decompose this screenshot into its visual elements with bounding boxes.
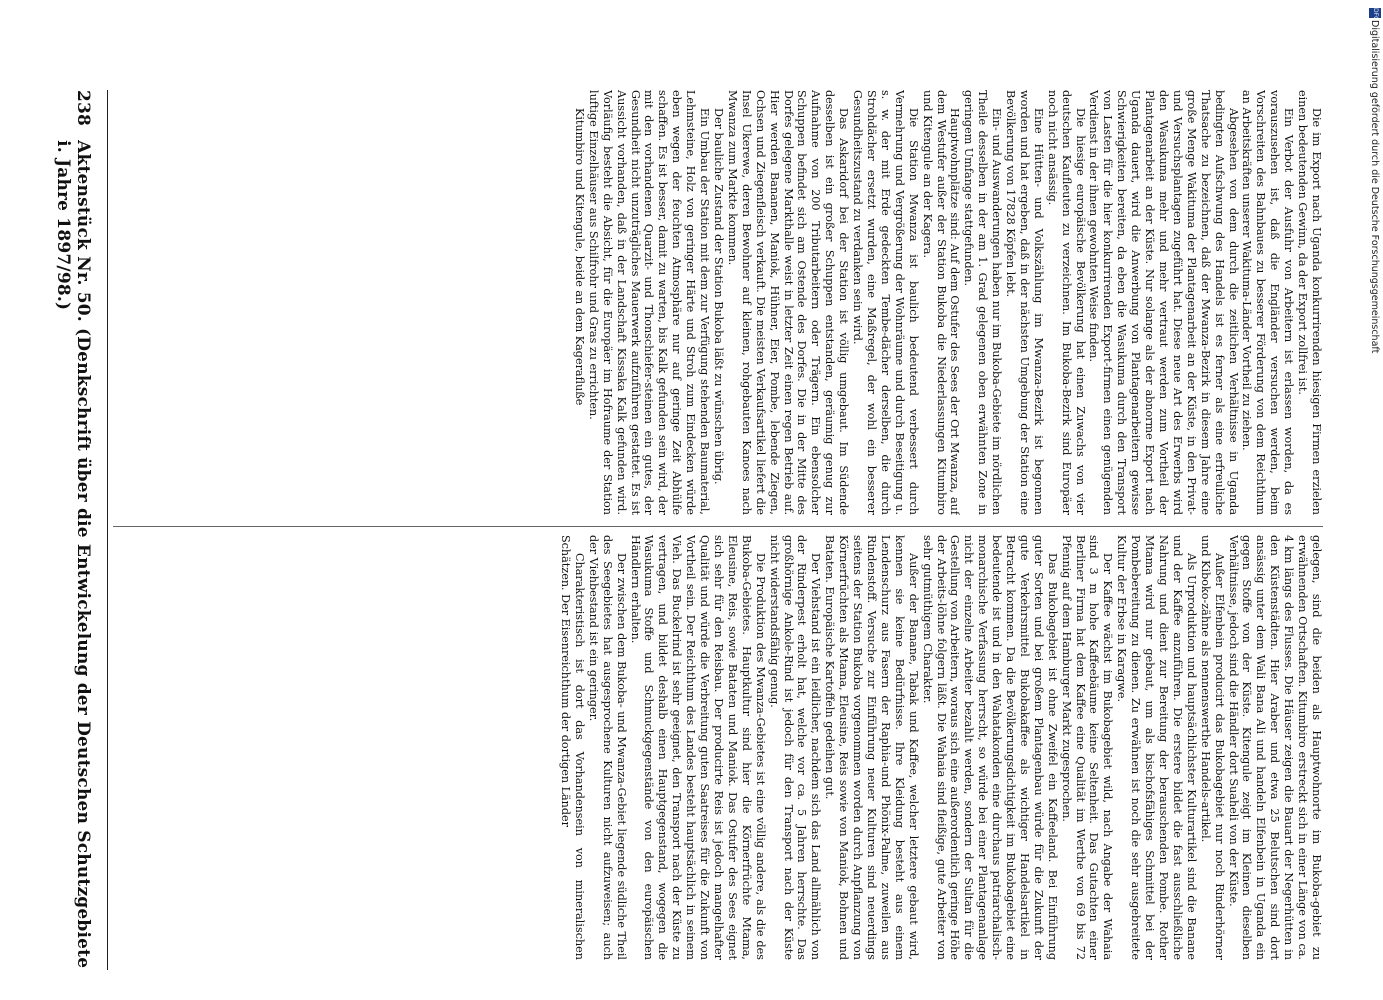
paragraph: gelegen, sind die beiden als Hauptwohnorte im Bukoba-gebiet zu erwähnenden Ortschaften. Kitumbiro erstreckt sich in einer Länge von ca. 4 km längs des Flusses. Die Häuser zeigen die Bauart der Negerhütten in den Küstenstädten. Hier Araber und etwa 25 Belutschen sind dort ansässig unter dem Wali Bana Ali und handeln Elfenbein in Uganda ein gegen Stoffe von der Küste. Kitengule zeigt im Kleinen dieselben Verhältnisse, jedoch sind die Händler dort Suaheli von der Küste. <box>1226 535 1323 960</box>
paragraph: Der Kaffee wächst im Bukobagebiet wild, nach Angabe der Wahaia sind 3 m hohe Kaffeebäume keine Seltenheit. Das Gutachten einer Berliner Firma hat dem Kaffee eine Qualität im Werthe von 69 bis 72 Pfennig auf dem Hamburger Markt zugesprochen. <box>1059 535 1115 960</box>
paragraph: Eine Hütten- und Volkszählung im Mwanza-Bezirk ist begonnen worden und hat ergeben, daß in der nächsten Umgebung der Station eine Bevölkerung von 17828 Köpfen lebt. <box>1004 90 1045 515</box>
paragraph: Der bauliche Zustand der Station Bukoba läßt zu wünschen übrig. <box>712 108 726 485</box>
column-divider <box>113 526 1323 527</box>
paragraph: Das Askaridorf bei der Station ist völlig umgebaut. Im Südende desselben ist ein großer Schuppen entstanden, geräumig genug zur Aufnahme von 200 Tributarbeitern oder Trägern. Ein ebensolcher Schuppen befindet sich am Ostende des Dorfes. Die in der Mitte des Dorfes gelegene Markthalle weist in letzter Zeit einen regen Betrieb auf. Hier werden Bananen, Maniok, Hühner, Eier, Pombe, lebende Ziegen, Ochsen und Ziegenfleisch verkauft. Die meisten Verkaufsartikel liefert die Insel Ukerewe, deren Bewohner auf kleinen, rohgebauten Kanoes nach Mwanza zum Markte kommen. <box>725 90 851 515</box>
paragraph: Abgesehen von dem durch die zeitlichen Verhältnisse in Uganda bedingten Aufschwung des Handels ist es ferner als eine erfreuliche Thatsache zu bezeichnen, daß der Mwanza-Bezirk in diesem Jahre eine große Menge Wakituma der Plantagenarbeit an der Küste, in den Privat- und Versuchsplantagen zugeführt hat. Diese neue Art des Erwerbs wird den Wasukuma mehr und mehr vertraut werden zum Vortheil der Plantagenarbeit an der Küste. Nur solange als der abnorme Export nach Uganda dauert, wird die Anwerbung von Plantagenarbeitern gewisse Schwierigkeiten bereiten, da eben die Wasukuma durch den Transport von Lasten für die hier konkurrirenden Export-firmen einen genügenden Verdienst in der ihnen gewohnten Weise finden. <box>1087 90 1240 515</box>
paragraph: Außer der Banane, Tabak und Kaffee, welcher letztere gebaut wird, kennen sie keine Bedürfnisse. Ihre Kleidung besteht aus einem Lendenschurz aus Fasern der Raphia-und Phönix-Palme, zuweilen aus Rindenstoff. Versuche zur Einführung neuer Kulturen sind neuerdings seitens der Station Bukoba vorgenommen worden durch Anpflanzung von Körnerfrüchten als Mtama, Eleusine, Reis sowie von Maniok, Bohnen und Bataten. Europäische Kartoffeln gedeihen gut. <box>823 535 920 960</box>
paragraph: Außer Elfenbein producirt das Bukobagebiet nur noch Rinderhörner und Kiboko-zähne als nennenswerthe Handels-artikel. <box>1198 535 1226 960</box>
paragraph: Der Viehstand ist ein leidlicher, nachdem sich das Land allmählich von der Rinderpest erholt hat, welche vor ca. 5 Jahren herrschte. Das großhörnige Ankole-Rind ist jedoch für den Transport nach der Küste nicht widerstandsfähig genug. <box>767 535 823 960</box>
paragraph: Charakteristisch ist dort das Vorhandensein von mineralischen Schätzen. Der Eisenreichthum der dortigen Länder <box>559 535 586 960</box>
paragraph: Ein Verbot der Ausfuhr von Arbeitern ist erlassen worden, da es vorauszusehen ist, daß die Engländer versuchen werden, beim Vorschreiten des Bahnbaues zu besserer Förderung von dem Reichthum an Arbeitskräften unserer Wakituma-Länder Vortheil zu ziehen. <box>1240 90 1296 515</box>
right-column <box>113 535 1323 960</box>
paragraph: Die hiesige europäische Bevölkerung hat einen Zuwachs von vier deutschen Kaufleuten zu verzeichnen. Im Bukoba-Bezirk sind Europäer noch nicht ansässig. <box>1045 90 1087 515</box>
paragraph: Ein- und Auswanderungen haben nur im Bukoba-Gebiete im nördlichen Theile desselben in der am 1. Grad gelegenen oben erwähnten Zone in geringem Umfange stattgefunden. <box>962 90 1004 515</box>
page-header <box>53 90 93 970</box>
paragraph: Ein Umbau der Station mit dem zur Verfügung stehenden Baumaterial, Lehmsteine, Holz von geringer Härte und Stroh zum Eindecken würde eben wegen der feuchten Atmosphäre nur auf geringe Zeit Abhülfe schaffen. Es ist besser, damit zu warten, bis Kalk gefunden sein wird, der mit den vorhandenen Quarzit- und Thonschiefer-steinen ein gutes, der Gesundheit nicht unzuträgliches Mauerwerk aufzuführen gestattet. Es ist Aussicht vorhanden, daß in der Landschaft Kissaka Kalk gefunden wird. Vorläufig besteht die Absicht, für die Europäer im Hofraume der Station luftige Einzelhäuser aus Schilfrohr und Gras zu errichten. <box>586 90 712 515</box>
paragraph: Das Bukobagebiet ist ohne Zweifel ein Kaffeeland. Bei Einführung guter Sorten und bei großem Plantagenbau würde für die Zukunft der gute Verkehrsmittel Bukobakaffee als wichtiger Handelsartikel in Betracht kommen. Da die Bevölkerungsdichtigkeit im Bukobagebiet eine bedeutende ist und in den Wahatakonden eine durchaus patriarchalisch-monarchische Verfassung herrscht, so würde bei einer Plantagenanlage nicht der einzelne Arbeiter bezahlt werden, sondern der Sultan für die Gestellung von Arbeitern, woraus sich eine außerordentlich geringe Höhe der Arbeits-löhne folgern läßt. Die Wahaia sind fleißige, gute Arbeiter von sehr gutmüthigem Charakter. <box>920 535 1059 960</box>
paragraph: Die Station Mwanza ist baulich bedeutend verbessert durch Vermehrung und Vergrößerung der Wohnräume und durch Beseitigung u. s. w. der mit Erde gedeckten Tembe-dächer derselben, die durch Strohdächer ersetzt wurden, eine Maßregel, der wohl ein besserer Gesundheitszustand zu verdanken sein wird. <box>851 90 920 515</box>
paragraph: Die Produktion des Mwanza-Gebietes ist eine völlig andere, als die des Bukoba-Gebietes. Hauptkultur sind hier die Körnerfrüchte Mtama, Eleusine, Reis, sowie Bataten und Maniok. Das Ostufer des Sees eignet sich sehr für den Reisbau. Der producirte Reis ist jedoch mangelhafter Qualität und würde die Verbreitung guten Saatreises für die Zukunft von Vortheil sein. Der Reichthum des Landes besteht hauptsächlich in seinem Vieh. Das Buckelrind ist sehr geeignet, den Transport nach der Küste zu vertragen, und bildet deshalb einen Hauptgegenstand, wogegen die Wasukuma Stoffe und Schmuckgegenstände von den europäischen Händlern erhalten. <box>628 535 767 960</box>
paragraph: Der zwischen dem Bukoba- und Mwanza-Gebiet liegende südliche Theil des Seegebietes hat ausgesprochene Kulturen nicht aufzuweisen; auch der Viehbestand ist ein geringer. <box>586 535 628 960</box>
left-column <box>113 90 1323 515</box>
paragraph: Kitumbiro und Kitengule, beide an dem Kagerafluße <box>572 108 586 406</box>
dfg-logo: DFG <box>1369 8 1381 18</box>
paragraph: Als Urproduktion und hauptsächlichster Kulturartikel sind die Banane und der Kaffee anzuführen. Die erstere bildet die fast ausschließliche Nahrung und dient zur Bereitung der berauschenden Pombe. Rother Mtama wird nur gebaut, um als bischofsfähiges Schmittel bei der Pombebereitung zu dienen. Zu erwähnen ist noch die sehr ausgebreitete Kultur der Erbse in Karagwe. <box>1115 535 1198 960</box>
page-number: 238 <box>73 90 93 127</box>
paragraph: Hauptwohnplätze sind: Auf dem Ostufer des Sees der Ort Mwanza, auf dem Westufer außer der Station Bukoba die Niederlassungen Kitumbiro und Kitengule an der Kagera. <box>920 90 962 515</box>
running-title: Aktenstück Nr. 50. (Denkschrift über die Entwickelung der Deutschen Schutzgebiete i. Jahre 1897/98.) <box>53 140 93 969</box>
digitization-credit: Digitalisierung gefördert durch die Deutsche Forschungsgemeinschaft <box>1369 20 1380 354</box>
paragraph: Die im Export nach Uganda konkurrirenden hiesigen Firmen erzielen einen bedeutenden Gewinn, da der Export zollfrei ist. <box>1296 90 1323 515</box>
header-rule <box>107 90 108 970</box>
